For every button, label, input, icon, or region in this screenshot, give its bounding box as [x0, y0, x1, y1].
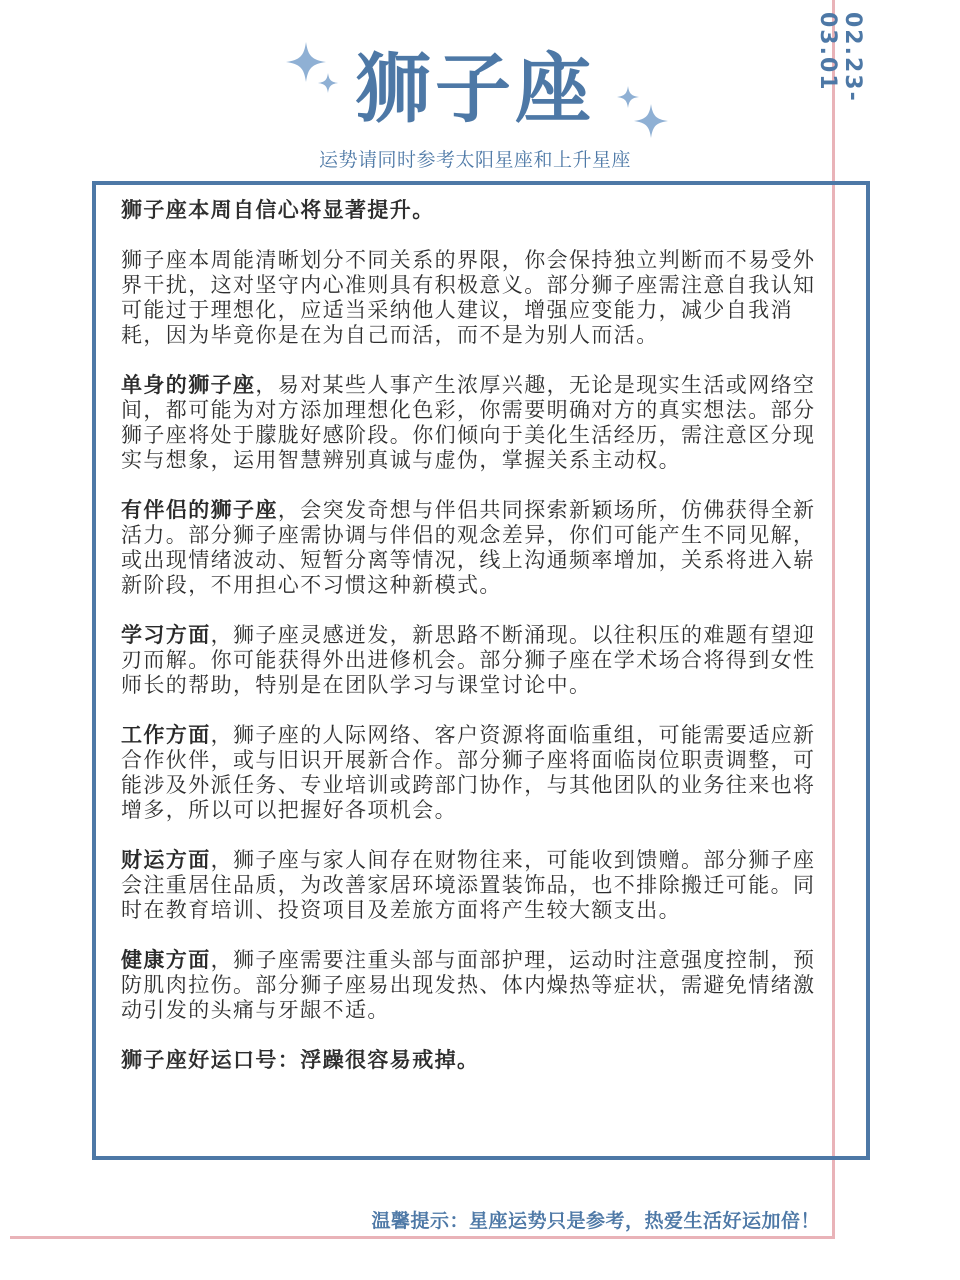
section-label: 财运方面 [121, 848, 211, 872]
section-text: ，易对某些人事产生浓厚兴趣，无论是现实生活或网络空间，都可能为对方添加理想化色彩，你需要明确对方的真实想法。部分狮子座将处于朦胧好感阶段。你们倾向于美化生活经历，需注意区分现实与想象，运用智慧辨别真诚与虚伪，掌握关系主动权。 [121, 373, 816, 472]
section-text: ，狮子座灵感迸发，新思路不断涌现。以往积压的难题有望迎刃而解。你可能获得外出进修机会。部分狮子座在学术场合将得到女性师长的帮助，特别是在团队学习与课堂讨论中。 [121, 623, 816, 697]
pink-horizontal-line [10, 1236, 835, 1239]
section-work [121, 723, 821, 823]
sparkle-icon [634, 104, 668, 138]
section-wealth [121, 848, 821, 923]
section-text: ，狮子座的人际网络、客户资源将面临重组，可能需要适应新合作伙伴，或与旧识开展新合作。部分狮子座将面临岗位职责调整，可能涉及外派任务、专业培训或跨部门协作，与其他团队的业务往来也将增多，所以可以把握好各项机会。 [121, 723, 816, 822]
section-health [121, 948, 821, 1023]
section-label: 健康方面 [121, 948, 211, 972]
section-label: 有伴侣的狮子座 [121, 498, 278, 522]
section-text: ，狮子座需要注重头部与面部护理，运动时注意强度控制，预防肌肉拉伤。部分狮子座易出现发热、体内燥热等症状，需避免情绪激动引发的头痛与牙龈不适。 [121, 948, 816, 1022]
section-text: ，狮子座与家人间存在财物往来，可能收到馈赠。部分狮子座会注重居住品质，为改善家居环境添置装饰品，也不排除搬迁可能。同时在教育培训、投资项目及差旅方面将产生较大额支出。 [121, 848, 816, 922]
horoscope-content [121, 198, 821, 1098]
section-label: 工作方面 [121, 723, 211, 747]
section-single [121, 373, 821, 473]
section-label: 学习方面 [121, 623, 211, 647]
section-label: 单身的狮子座 [121, 373, 256, 397]
date-range: 02.23-03.01 [815, 12, 865, 103]
section-partner [121, 498, 821, 598]
lucky-slogan: 狮子座好运口号：浮躁很容易戒掉。 [121, 1048, 480, 1072]
section-text: ，会突发奇想与伴侣共同探索新颖场所，仿佛获得全新活力。部分狮子座需协调与伴侣的观念差异，你们可能产生不同见解，或出现情绪波动、短暂分离等情况，线上沟通频率增加，关系将进入崭新阶段，不用担心不习惯这种新模式。 [121, 498, 816, 597]
footer-tip: 温馨提示：星座运势只是参考，热爱生活好运加倍！ [371, 1210, 820, 1232]
subtitle: 运势请同时参考太阳星座和上升星座 [318, 149, 631, 171]
intro-paragraph: 狮子座本周能清晰划分不同关系的界限，你会保持独立判断而不易受外界干扰，这对坚守内心准则具有积极意义。部分狮子座需注意自我认知可能过于理想化，应适当采纳他人建议，增强应变能力，减少自我消耗，因为毕竟你是在为自己而活，而不是为别人而活。 [121, 248, 816, 347]
intro-heading: 狮子座本周自信心将显著提升。 [121, 198, 435, 222]
section-study [121, 623, 821, 698]
page-title: 狮子座 [355, 44, 595, 133]
